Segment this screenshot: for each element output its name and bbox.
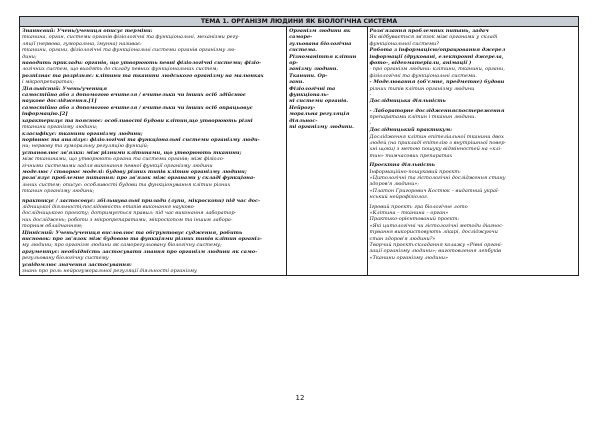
text-line: Практико-орієнтований проєкт: (369, 216, 460, 223)
text-line: класифікує: тканини організму людини; (22, 130, 143, 137)
text-line: нський нейрофізіолог. (369, 194, 429, 201)
curriculum-table (19, 16, 579, 276)
table-row (20, 27, 579, 276)
text-line: аргументує: необхідність застосувати знання про організм людини як само- (22, 248, 258, 255)
text-line: Робота з інформацією/опрацювання джерел (369, 47, 506, 54)
text-line: інформації (друковані, електронні джерела, (369, 53, 504, 60)
text-line: - Моделювання (об'ємне, предметне) будови (369, 79, 505, 86)
text-line: Дослідницька діяльність (369, 98, 446, 105)
text-line: гани. (289, 79, 305, 86)
text-line: - про організм людини: клітини, тканини, органи, (369, 66, 505, 73)
text-line: ті організму людини. (289, 124, 354, 131)
text-line: ляції (нервова, гуморальна, імунна) називає: (22, 40, 142, 47)
text-line: хні щоки) з метою пошуку відмінностей на «клі- (369, 146, 502, 153)
text-line: гічними системами задля виконання певної функції організму людини (22, 162, 213, 169)
text-line: тин» тимчасових препаратах (369, 152, 453, 159)
text-line: Ціннісний: Учень/учениця висловлює та обґрунтовує судження, робить (22, 229, 243, 236)
text-line: дини; (22, 53, 37, 60)
text-line: характеризує та пояснює: особливості будови клітин,що утворюють різні (22, 117, 253, 124)
text-line: ні системи органів. Нейрогу- (289, 98, 349, 111)
text-line: Знаннєвий: Учень/учениця описує терміни: (22, 28, 153, 34)
table-header-row (20, 17, 579, 27)
text-line: наводить приклади: органів, що утворюють певні фізіологічні системи; фізіо- (22, 60, 262, 67)
text-line: людей (на прикладі епітелію з внутрішньої повер- (369, 139, 507, 146)
text-line: фото-, відеоматеріали, анімації ) (369, 60, 472, 67)
text-line: - (369, 120, 372, 127)
text-line: установлює зв'язки: між різними клітинами, що утворюють тканини; (22, 149, 242, 156)
text-line: тканини організму людини; (22, 124, 98, 131)
text-line: інформацію.[2] (22, 111, 68, 118)
text-line: Фізіологічні та функціональ- (289, 85, 336, 99)
text-line: лідницької діяльності;послідовність етапів виконання науково- (22, 203, 196, 210)
text-line: тканини, органи, фізіологічні та функціональні системи органів організму лю- (22, 47, 237, 54)
text-line: моральна регуляція діяльнос- (289, 111, 350, 124)
text-line: Ігровий проєкт: гра біологічне лото (369, 203, 468, 210)
text-line: Діяльнісний: Учень/учениця (22, 85, 107, 92)
text-line: торним обладнанням; (22, 223, 83, 230)
text-line: моделює / створює моделі: будову різних типів клітин організму людини; (22, 168, 247, 175)
text-line: практикує / застосовує: збільшувальні прилади (лупи, мікроскопи) під час дос- (22, 197, 261, 204)
text-line: регульовану біологічну систему (22, 255, 109, 262)
text-line: Різноманіття клітин ор- (289, 53, 357, 67)
text-line: науковe дослідження.[1] (22, 98, 97, 105)
text-line: тканин організму людини; (22, 188, 95, 195)
text-line: Розв'язання проблемних питань, задач (369, 28, 489, 34)
text-line: і мікропрепаратах; (22, 79, 75, 86)
text-line: дослідницького проєкту; дотримується правил: під час виконання лаборатор- (22, 210, 237, 217)
text-line: між тканинами, що утворюють органи та системи органів; між фізіоло- (22, 156, 225, 163)
text-line: - (369, 92, 372, 99)
text-line: Дослідження клітин епітеліальної тканини двох (369, 133, 504, 140)
text-line: тування використовують лікарі, досліджуючи (369, 229, 498, 236)
text-line: розв'язує проблемне питання: про зв'язок між органами у складі функціона- (22, 175, 256, 182)
text-line: «Тканини організму людини» (369, 254, 449, 261)
text-line: Дослідницький практикум: (369, 127, 453, 134)
text-line: функціональної системи? (369, 40, 439, 47)
text-line: Творчий проєкт:складання колажу «Рівні органі- (369, 242, 503, 248)
text-line: зації організму людини»; виготовлення лепбуків (369, 248, 502, 255)
page-number: 12 (295, 394, 305, 402)
text-line: здоров'я людини»; (369, 181, 420, 188)
text-line: льних систем; описує: особливості будови та функціонування клітин різних (22, 181, 231, 188)
text-line: Інформаційно-пошуковий проєкт: (369, 168, 461, 175)
text-line: Проєктна діяльність (369, 162, 435, 169)
text-line: порівнює та аналізує: фізіологічні та функціональні системи організму люди- (22, 136, 260, 143)
activities-cell (367, 27, 578, 276)
text-line: - Лабораторне дослідженняспостереження (369, 107, 505, 114)
text-line: Організм людини як саморе- (289, 28, 351, 41)
text-line: гульована біологічна система. (289, 40, 352, 54)
text-line: Як відбувається зв'язок між органами у складі (369, 34, 498, 41)
content-cell (287, 27, 367, 276)
text-line: них досліджень; роботи з мікропрепаратами, мікроскопом та іншим лабора- (22, 216, 233, 223)
text-line: ганізму людини. Тканини. Ор- (289, 66, 339, 79)
text-line: різних типів клітин організму людини (369, 85, 475, 92)
text-line: розпізнає та розрізняє: клітини та тканини людського організму на малюнках (22, 72, 264, 79)
text-line: самостійно або з допомогою вчителя / вчительки чи інших осіб здійснює (22, 92, 246, 99)
text-line: фізіологічні та функціональні системи. (369, 72, 477, 79)
text-line: препаратами клітин і тканин людини. (369, 114, 476, 121)
text-line: ни; нервову та гуморальну регуляцію функцій; (22, 143, 149, 150)
text-line: «Цитологічні та гістологічні дослідження стану (369, 174, 506, 181)
text-line: усвідомлює значення застосування: (22, 261, 132, 268)
text-line: му людини; про організм людини як саморегульовану біологічну систему; (22, 242, 222, 249)
text-line: «Платон Григорович Костюк – видатний украї- (369, 187, 500, 194)
text-line: «Клітина – тканина – орган» (369, 209, 449, 216)
expected-results-cell (20, 27, 287, 276)
topic-title: ТЕМА 1. ОРГАНІЗМ ЛЮДИНИ ЯК БІОЛОГІЧНА СИСТЕМА (20, 17, 579, 27)
text-line: стан здоров'я людини?» (369, 235, 436, 242)
text-line: тканина, орган, системи органів фізіологічні та функціональні, механізми регу- (22, 34, 240, 41)
text-line: «Які цитологічні чи гістологічні методи діагнос- (369, 222, 504, 229)
text-line: знань про роль нейрогуморальної регуляції діяльності організму (22, 268, 197, 275)
text-line: висновок: про зв'язок між будовою та функціями різних типів клітин організ- (22, 236, 262, 242)
text-line: самостійно або з допомогою вчителя / вчительки чи інших осіб опрацьовує (22, 104, 253, 111)
text-line: логічних систем, що входять до складу певних функціональних систем; (22, 66, 219, 73)
